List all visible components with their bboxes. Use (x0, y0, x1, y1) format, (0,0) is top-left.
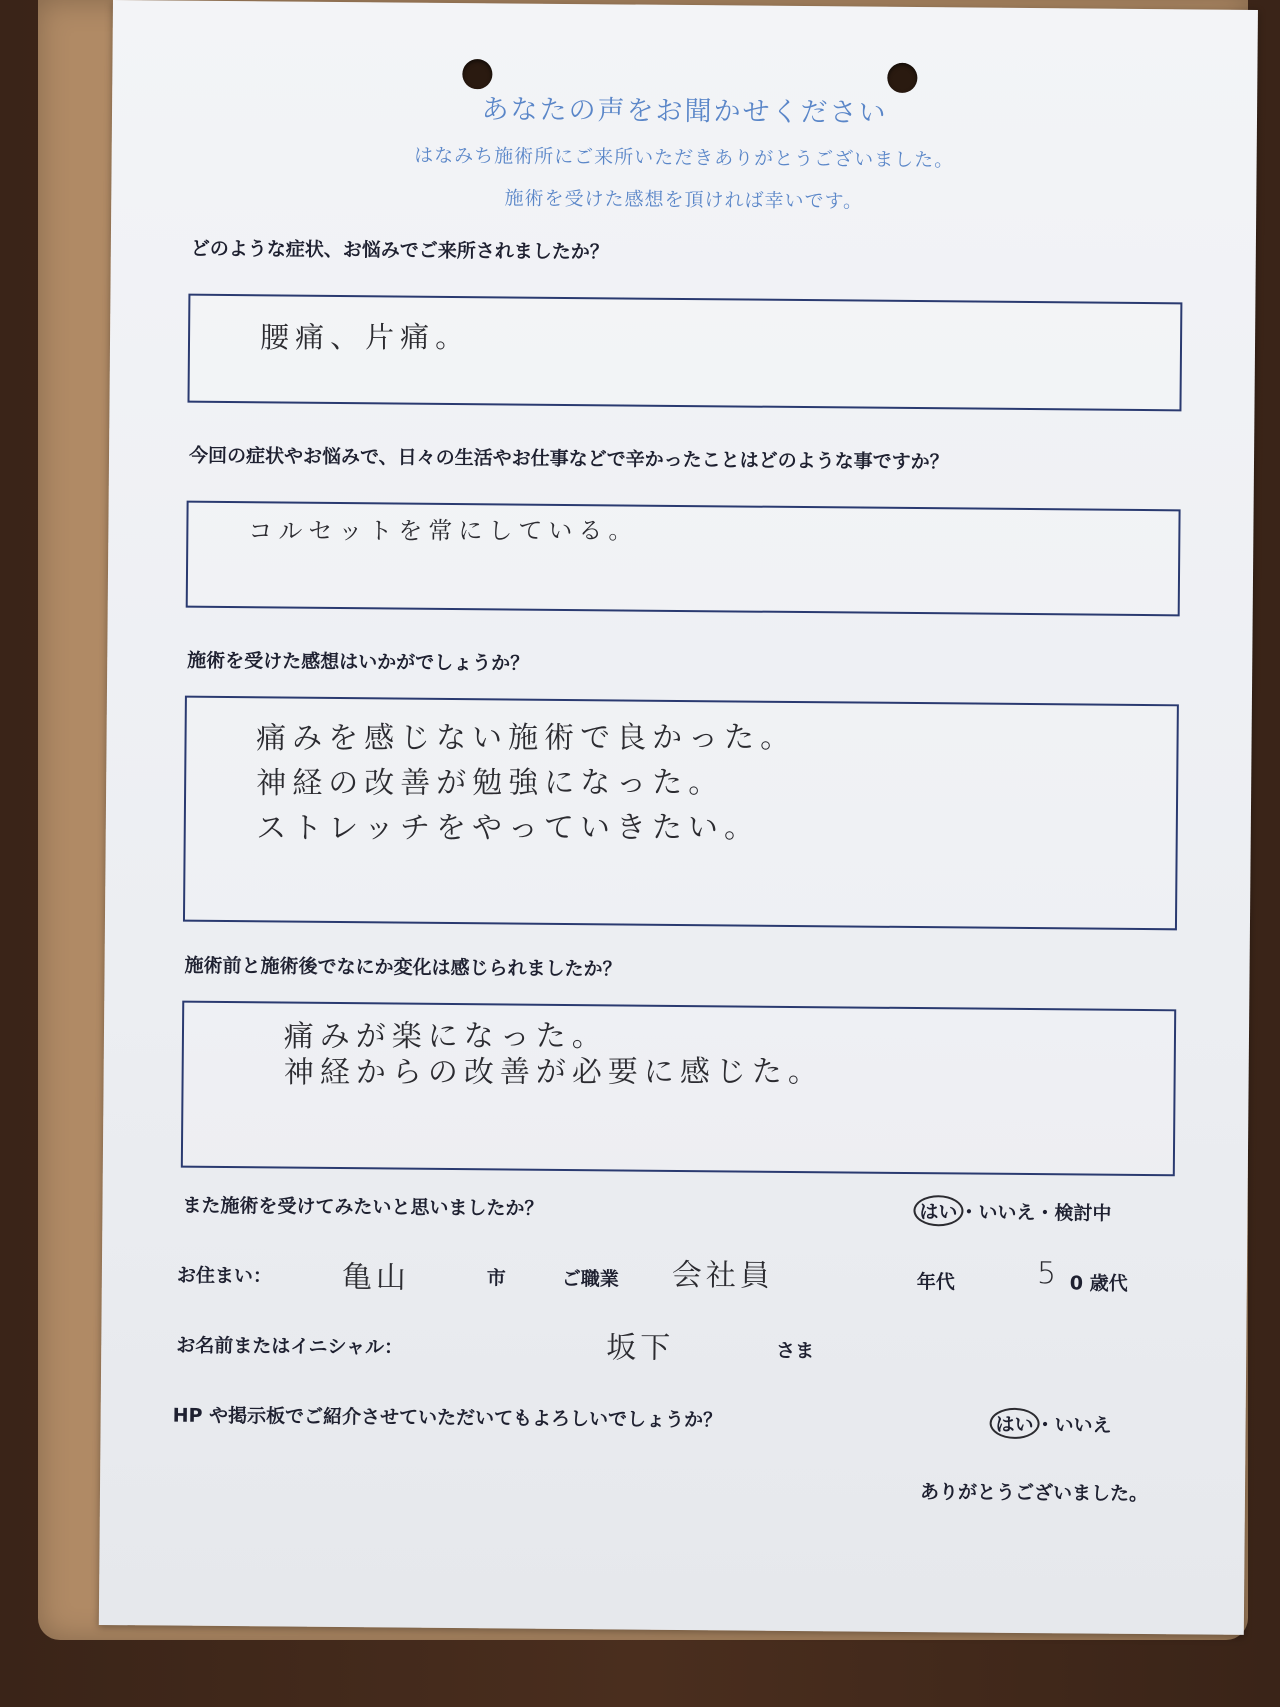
name-suffix: さま (776, 1339, 815, 1363)
survey-sheet (99, 0, 1258, 1635)
publish-yes-selected: はい (989, 1408, 1039, 1439)
publish-options (993, 1410, 1111, 1438)
publish-no-option: ・いいえ (1035, 1414, 1112, 1437)
residence-city: 亀山 (341, 1260, 411, 1296)
age-value: 5 (1036, 1256, 1061, 1292)
again-other-options: ・いいえ・検討中 (959, 1201, 1112, 1225)
question-publish: HP や掲示板でご紹介させていただいてもよろしいでしょうか？ (172, 1404, 723, 1432)
job-label: ご職業 (561, 1267, 619, 1291)
survey-subtitle: 施術を受けた感想を頂ければ幸いです。 (504, 187, 864, 213)
question-again: また施術を受けてみたいと思いましたか？ (182, 1194, 544, 1220)
name-value: 坂下 (606, 1330, 675, 1366)
answer-difficulties: コルセットを常にしている。 (248, 516, 639, 546)
footer-thanks: ありがとうございました。 (919, 1481, 1149, 1506)
again-yes-selected: はい (913, 1195, 963, 1226)
punch-hole (462, 59, 492, 89)
age-label: 年代 (916, 1271, 955, 1294)
residence-label: お住まい： (176, 1264, 272, 1288)
answer-changes: 痛みが楽になった。 神経からの改善が必要に感じた。 (283, 1018, 824, 1091)
question-symptoms: どのような症状、お悩みでご来所されましたか？ (190, 237, 609, 264)
job-value: 会社員 (671, 1257, 775, 1294)
clipboard (38, 0, 1248, 1640)
question-difficulties: 今回の症状やお悩みで、日々の生活やお仕事などで辛かったことはどのような事ですか？ (188, 444, 949, 474)
name-label: お名前またはイニシャル： (176, 1334, 404, 1359)
answer-impressions: 痛みを感じない施術で良かった。 神経の改善が勉強になった。 ストレッチをやっていきたい。 (256, 720, 797, 847)
punch-hole (887, 63, 917, 93)
survey-subtitle: はなみち施術所にご来所いただきありがとうございました。 (414, 144, 955, 172)
question-impressions: 施術を受けた感想はいかがでしょうか？ (187, 649, 530, 675)
survey-title: あなたの声をお聞かせください (481, 94, 888, 129)
question-changes: 施術前と施術後でなにか変化は感じられましたか？ (184, 954, 622, 981)
age-suffix: 0 歳代 (1069, 1272, 1128, 1295)
answer-symptoms: 腰痛、片痛。 (260, 320, 471, 355)
again-options (917, 1197, 1111, 1226)
residence-city-suffix: 市 (486, 1267, 506, 1290)
